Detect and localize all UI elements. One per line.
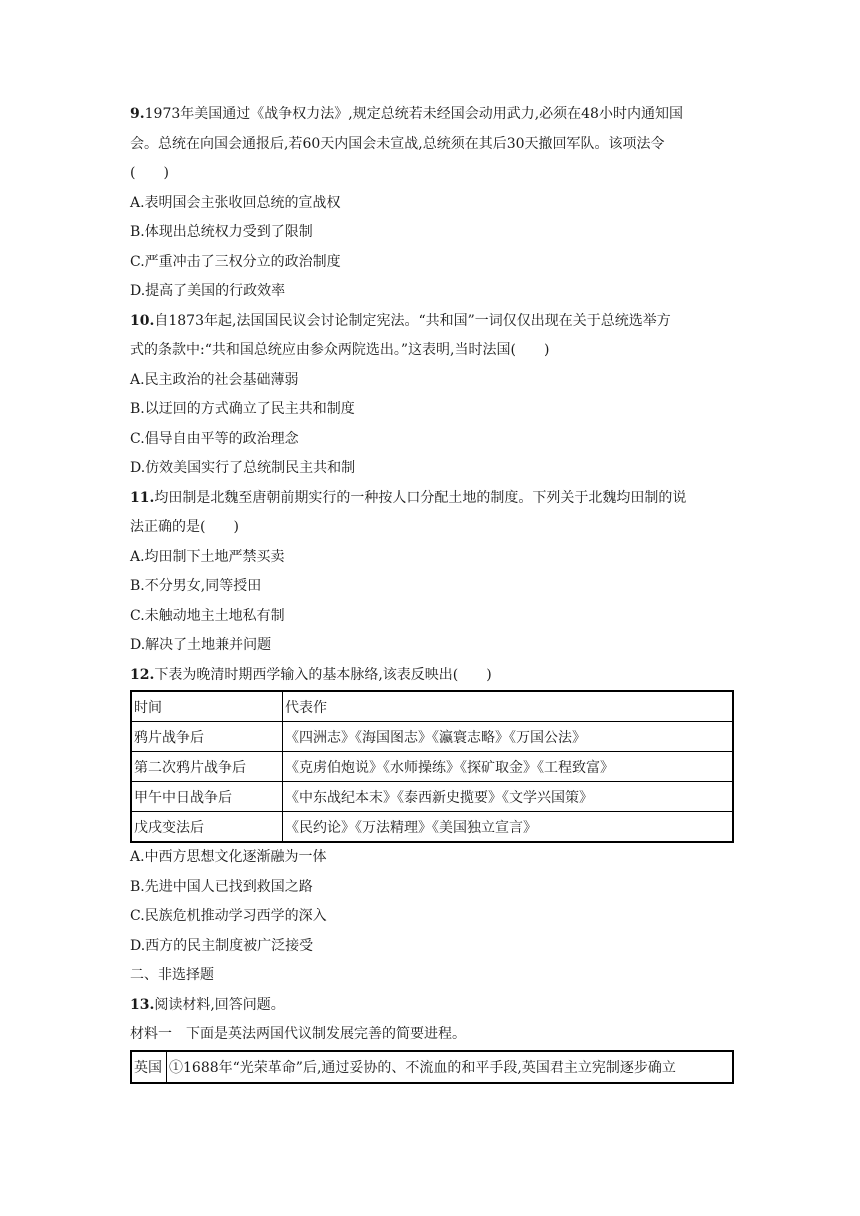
question-12 xyxy=(130,661,734,962)
question-12-stem: 12.下表为晚清时期西学输入的基本脉络,该表反映出( ) xyxy=(130,666,492,683)
option-b: B.不分男女,同等授田 xyxy=(130,578,262,594)
option-c: C.民族危机推动学习西学的深入 xyxy=(130,908,327,924)
question-13 xyxy=(130,991,734,1084)
option-a: A.均田制下土地严禁买卖 xyxy=(130,548,285,565)
table-row xyxy=(131,752,733,782)
question-11-stem-line-1: 11.均田制是北魏至唐朝前期实行的一种按人口分配土地的制度。下列关于北魏均田制的说 xyxy=(130,489,687,506)
option-a: A.表明国会主张收回总统的宣战权 xyxy=(130,194,341,211)
material-one-intro: 材料一 下面是英法两国代议制发展完善的简要进程。 xyxy=(130,1026,466,1042)
table-cell-period: 第二次鸦片战争后 xyxy=(131,752,283,782)
question-number: 12. xyxy=(130,666,155,683)
table-row xyxy=(131,722,733,752)
table-header-row xyxy=(131,691,733,722)
option-c: C.倡导自由平等的政治理念 xyxy=(130,430,299,447)
section-heading: 二、非选择题 xyxy=(130,967,214,983)
western-learning-table xyxy=(130,690,734,843)
table-cell-works: 《中东战纪本末》《泰西新史揽要》《文学兴国策》 xyxy=(283,782,734,812)
question-number: 9. xyxy=(130,106,145,122)
table-cell-works: 《克虏伯炮说》《水师操练》《探矿取金》《工程致富》 xyxy=(283,752,734,782)
option-a: A.中西方思想文化逐渐融为一体 xyxy=(130,849,327,865)
question-11-stem-line-2: 法正确的是( ) xyxy=(130,519,239,535)
question-9-stem-line-2: 会。总统在向国会通报后,若60天内国会未宣战,总统须在其后30天撤回军队。该项法令 xyxy=(130,135,665,152)
representative-system-table xyxy=(130,1050,734,1084)
table-cell-period: 甲午中日战争后 xyxy=(131,782,283,812)
question-10 xyxy=(130,307,734,484)
table-cell-period: 鸦片战争后 xyxy=(131,722,283,752)
table-row xyxy=(131,782,733,812)
question-10-stem-line-1: 10.自1873年起,法国国民议会讨论制定宪法。“共和国”一词仅仅出现在关于总统选举方 xyxy=(130,312,671,329)
table-cell-description: ①1688年“光荣革命”后,通过妥协的、不流血的和平手段,英国君主立宪制逐步确立 xyxy=(167,1051,734,1083)
question-9-answer-blank: ( ) xyxy=(130,165,169,181)
table-header-cell: 代表作 xyxy=(283,691,734,722)
option-d: D.解决了土地兼并问题 xyxy=(130,637,272,653)
question-number: 10. xyxy=(130,312,155,329)
option-b: B.先进中国人已找到救国之路 xyxy=(130,878,313,895)
question-9 xyxy=(130,100,734,307)
question-11 xyxy=(130,484,734,661)
option-d: D.提高了美国的行政效率 xyxy=(130,283,286,299)
question-number: 11. xyxy=(130,489,155,506)
table-header-cell: 时间 xyxy=(131,691,283,722)
option-b: B.以迂回的方式确立了民主共和制度 xyxy=(130,401,355,417)
table-cell-works: 《四洲志》《海国图志》《瀛寰志略》《万国公法》 xyxy=(283,722,734,752)
question-number: 13. xyxy=(130,996,155,1013)
option-b: B.体现出总统权力受到了限制 xyxy=(130,224,313,240)
option-c: C.未触动地主土地私有制 xyxy=(130,607,285,624)
table-cell-works: 《民约论》《万法精理》《美国独立宣言》 xyxy=(283,812,734,843)
option-a: A.民主政治的社会基础薄弱 xyxy=(130,371,299,388)
option-d: D.西方的民主制度被广泛接受 xyxy=(130,937,314,954)
table-row xyxy=(131,812,733,843)
table-cell-country: 英国 xyxy=(131,1051,167,1083)
document-page xyxy=(130,100,734,1084)
table-row xyxy=(131,1051,733,1083)
option-c: C.严重冲击了三权分立的政治制度 xyxy=(130,253,341,270)
question-13-stem: 13.阅读材料,回答问题。 xyxy=(130,996,285,1013)
table-cell-period: 戊戌变法后 xyxy=(131,812,283,843)
question-10-stem-line-2: 式的条款中:“共和国总统应由参众两院选出。”这表明,当时法国( ) xyxy=(130,342,550,358)
question-9-stem-line-1: 9.1973年美国通过《战争权力法》,规定总统若未经国会动用武力,必须在48小时内通知国 xyxy=(130,106,683,122)
option-d: D.仿效美国实行了总统制民主共和制 xyxy=(130,460,356,476)
